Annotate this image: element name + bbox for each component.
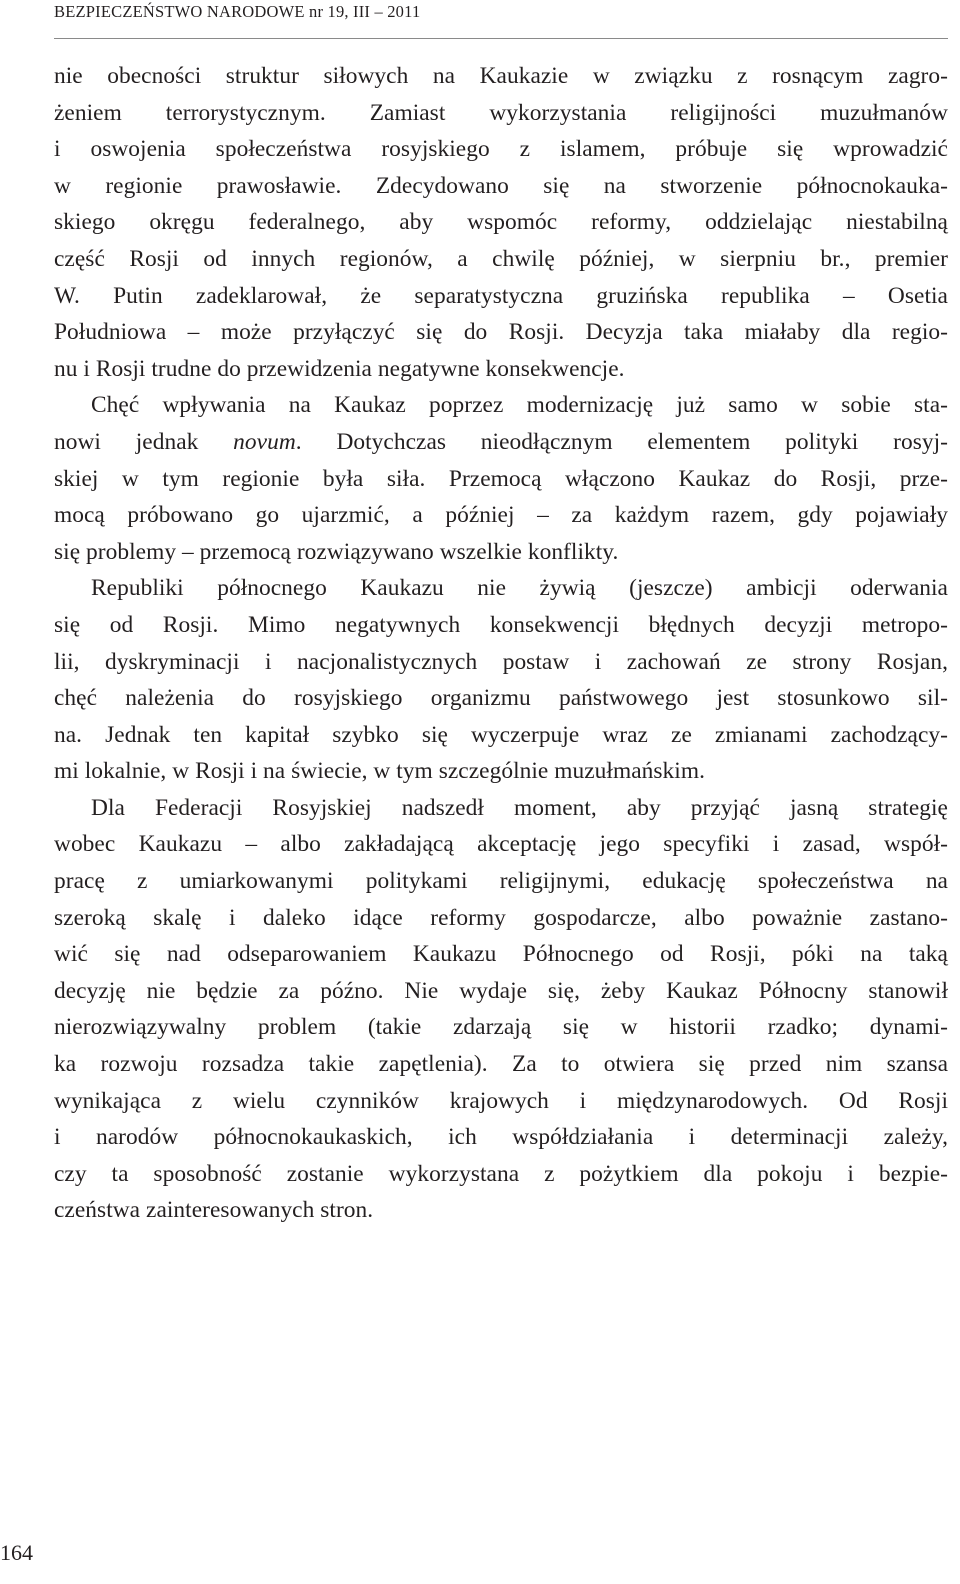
text-line: W. Putin zadeklarował, że separatystyczna gruzińska republika – Osetia (54, 282, 948, 309)
text-line: wić się nad odseparowaniem Kaukazu Północnego od Rosji, póki na taką (54, 941, 948, 968)
text-line: ka rozwoju rozsadza takie zapętlenia). Za to otwiera się przed nim szansa (54, 1051, 948, 1078)
text-line: nu i Rosji trudne do przewidzenia negatywne konsekwencje. (54, 355, 625, 382)
text-line: czy ta sposobność zostanie wykorzystana z pożytkiem dla pokoju i bezpie- (54, 1160, 948, 1187)
text-line: mocą próbowano go ujarzmić, a później – za każdym razem, gdy pojawiały (54, 502, 948, 529)
text-line: część Rosji od innych regionów, a chwilę później, w sierpniu br., premier (54, 245, 948, 272)
text-line: Chęć wpływania na Kaukaz poprzez modernizację już samo w sobie sta- (91, 392, 948, 419)
text-line: i narodów północnokaukaskich, ich współdziałania i determinacji zależy, (54, 1124, 948, 1151)
text-run: . Dotychczas nieodłącznym elementem polityki rosyj- (295, 428, 948, 455)
text-run: nowi jednak (54, 428, 234, 455)
text-line: i oswojenia społeczeństwa rosyjskiego z islamem, próbuje się wprowadzić (54, 136, 948, 163)
text-line: w regionie prawosławie. Zdecydowano się na stworzenie północnokauka- (54, 172, 948, 199)
article-body (54, 58, 948, 1229)
text-line: pracę z umiarkowanymi politykami religijnymi, edukację społeczeństwa na (54, 868, 948, 895)
text-line: decyzję nie będzie za późno. Nie wydaje się, żeby Kaukaz Północny stanowił (54, 977, 948, 1004)
text-line: wynikająca z wielu czynników krajowych i międzynarodowych. Od Rosji (54, 1087, 948, 1114)
italic-term: novum (233, 428, 296, 455)
text-line: skiej w tym regionie była siła. Przemocą włączono Kaukaz do Rosji, prze- (54, 465, 948, 492)
text-line: wobec Kaukazu – albo zakładającą akceptację jego specyfiki i zasad, współ- (54, 831, 948, 858)
text-line: się od Rosji. Mimo negatywnych konsekwencji błędnych decyzji metropo- (54, 611, 948, 638)
text-line: się problemy – przemocą rozwiązywano wszelkie konflikty. (54, 538, 619, 565)
text-line: skiego okręgu federalnego, aby wspomóc reformy, oddzielając niestabilną (54, 209, 948, 236)
text-line: Południowa – może przyłączyć się do Rosji. Decyzja taka miałaby dla regio- (54, 319, 948, 346)
text-line: lii, dyskryminacji i nacjonalistycznych postaw i zachowań ze strony Rosjan, (54, 648, 948, 675)
text-line: czeństwa zainteresowanych stron. (54, 1197, 374, 1224)
text-line: nie obecności struktur siłowych na Kaukazie w związku z rosnącym zagro- (54, 63, 948, 89)
running-header (54, 0, 948, 39)
text-line: szeroką skalę i daleko idące reformy gospodarcze, albo poważnie zastano- (54, 904, 948, 931)
page-number: 164 (0, 1540, 33, 1565)
text-line: mi lokalnie, w Rosji i na świecie, w tym szczególnie muzułmańskim. (54, 758, 705, 785)
text-line (54, 424, 948, 461)
text-line: na. Jednak ten kapitał szybko się wyczerpuje wraz ze zmianami zachodzący- (54, 721, 948, 748)
text-line: Republiki północnego Kaukazu nie żywią (jeszcze) ambicji oderwania (91, 575, 948, 602)
text-line: chęć należenia do rosyjskiego organizmu państwowego jest stosunkowo sil- (54, 685, 948, 712)
text-line: Dla Federacji Rosyjskiej nadszedł moment, aby przyjąć jasną strategię (91, 794, 948, 821)
running-header-title: BEZPIECZEŃSTWO NARODOWE nr 19, III – 2011 (54, 2, 421, 21)
text-line: żeniem terrorystycznym. Zamiast wykorzystania religijności muzułmanów (54, 99, 948, 126)
text-line: nierozwiązywalny problem (takie zdarzają się w historii rzadko; dynami- (54, 1014, 948, 1041)
